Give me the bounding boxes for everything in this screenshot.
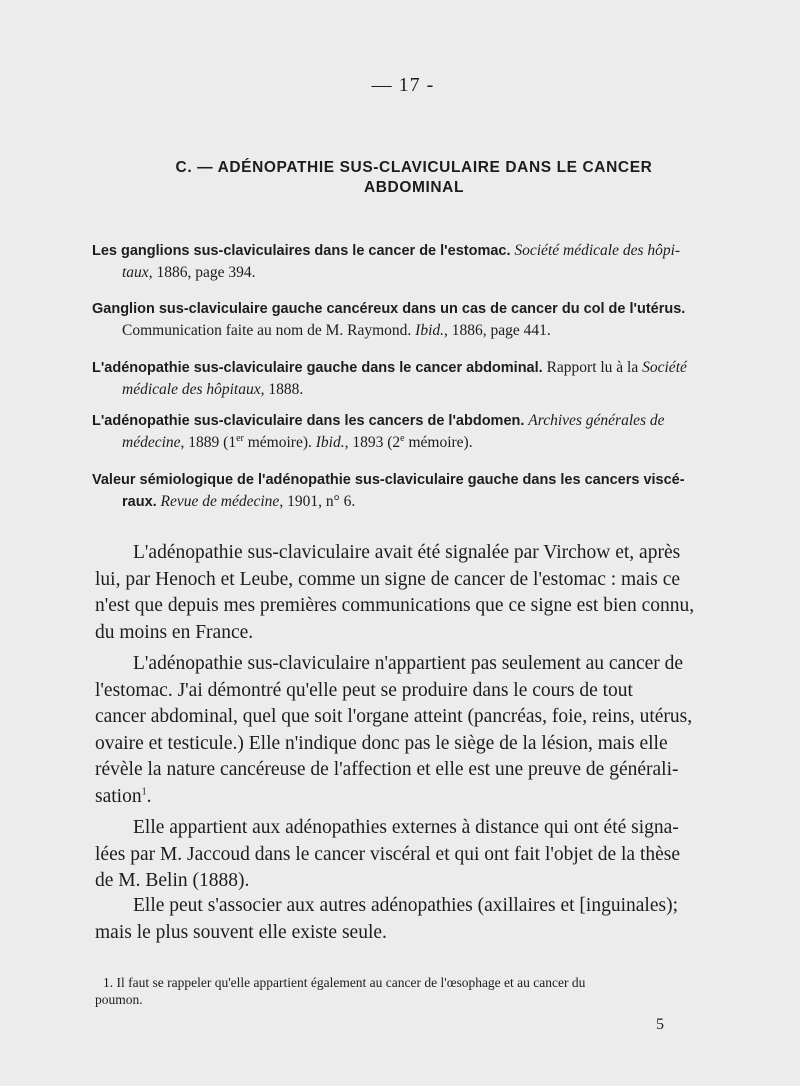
bibliography-details: mémoire). [243, 434, 316, 451]
bibliography-source: Archives générales de [528, 412, 665, 429]
paragraph [95, 815, 729, 895]
bibliography-source-cont: médecine [122, 434, 181, 451]
paragraph [95, 540, 729, 646]
bibliography-source: Société [642, 359, 687, 376]
paragraph-line: L'adénopathie sus-claviculaire avait été signalée par Virchow et, après [133, 542, 681, 563]
bibliography-entry [92, 410, 665, 454]
paragraph-line: L'adénopathie sus-claviculaire n'appartient pas seulement au cancer de [133, 653, 684, 674]
bibliography-source: Ibid. [415, 322, 445, 339]
bibliography-title: L'adénopathie sus-claviculaire gauche dans le cancer abdominal. [92, 360, 543, 376]
paragraph-line: ovaire et testicule.) Elle n'indique donc pas le siège de la lésion, mais elle [95, 732, 668, 754]
paragraph-text: sation [95, 785, 142, 807]
footnote-marker: 1 [141, 786, 147, 797]
bibliography-details-end: , 1888. [260, 381, 304, 398]
paragraph-line: n'est que depuis mes premières communications que ce signe est bien connu, [95, 595, 695, 616]
bibliography-source-cont: taux [122, 264, 149, 281]
paragraph [95, 651, 729, 810]
paragraph [95, 893, 729, 946]
section-heading [108, 158, 720, 198]
bibliography-entry [92, 469, 685, 513]
bibliography-entry [92, 240, 680, 284]
bibliography-details-end: , 1901, n° 6. [279, 493, 356, 510]
bibliography-title: Valeur sémiologique de l'adénopathie sus-claviculaire gauche dans les cancers viscé- [92, 472, 685, 488]
bibliography-entry [92, 357, 687, 401]
footnote-line: poumon. [95, 992, 143, 1007]
paragraph-line-last [95, 784, 729, 811]
section-heading-line-2: ABDOMINAL [363, 179, 465, 196]
paragraph-line: lées par M. Jaccoud dans le cancer viscéral et qui ont fait l'objet de la thèse [95, 843, 681, 865]
paragraph-line: mais le plus souvent elle existe seule. [95, 921, 387, 943]
bibliography-details-end: mémoire). [404, 434, 473, 451]
superscript: e [400, 432, 405, 444]
bibliography-title: Les ganglions sus-claviculaires dans le cancer de l'estomac. [92, 243, 511, 259]
bibliography-title: Ganglion sus-claviculaire gauche cancéreux dans un cas de cancer du col de l'utérus. [92, 301, 686, 317]
section-heading-line-1: C. — ADÉNOPATHIE SUS-CLAVICULAIRE DANS LE CANCER [175, 159, 653, 176]
paragraph-line: lui, par Henoch et Leube, comme un signe de cancer de l'estomac : mais ce [95, 568, 681, 590]
bibliography-source: Société médicale des hôpi- [514, 242, 681, 259]
paragraph-text: . [146, 785, 152, 807]
footnote-line: 1. Il faut se rappeler qu'elle appartient également au cancer de l'œsophage et au cancer du [103, 975, 586, 990]
bibliography-details: Rapport lu à la [542, 359, 643, 376]
bibliography-details: , 1893 (2 [344, 434, 401, 451]
paragraph-line: Elle peut s'associer aux autres adénopathies (axillaires et [inguinales); [133, 895, 678, 916]
paragraph-line: du moins en France. [95, 621, 254, 643]
bibliography-details: , 1889 (1 [180, 434, 237, 451]
bibliography-entry [92, 298, 685, 342]
paragraph-line: Elle appartient aux adénopathies externes à distance qui ont été signa- [133, 817, 679, 838]
paragraph-line: révèle la nature cancéreuse de l'affection et elle est une preuve de générali- [95, 759, 679, 780]
paragraph-line: de M. Belin (1888). [95, 870, 250, 891]
bibliography-title-cont: raux. [122, 494, 157, 510]
footnote [95, 974, 731, 1008]
paragraph-line: l'estomac. J'ai démontré qu'elle peut se produire dans le cours de tout [95, 679, 633, 701]
bibliography-source: Ibid. [315, 434, 345, 451]
page-number: — 17 - [371, 74, 435, 96]
bibliography-title: L'adénopathie sus-claviculaire dans les cancers de l'abdomen. [92, 413, 525, 429]
superscript: er [236, 432, 244, 444]
paragraph-line: cancer abdominal, quel que soit l'organe atteint (pancréas, foie, reins, utérus, [95, 706, 693, 727]
bibliography-details-end: , 1886, page 441. [444, 322, 551, 339]
bibliography-source: Revue de médecine [160, 493, 280, 510]
bibliography-details: , 1886, page 394. [148, 264, 256, 281]
signature-number: 5 [656, 1016, 664, 1033]
bibliography-details: Communication faite au nom de M. Raymond. [122, 322, 416, 339]
bibliography-source-cont: médicale des hôpitaux [122, 381, 261, 398]
